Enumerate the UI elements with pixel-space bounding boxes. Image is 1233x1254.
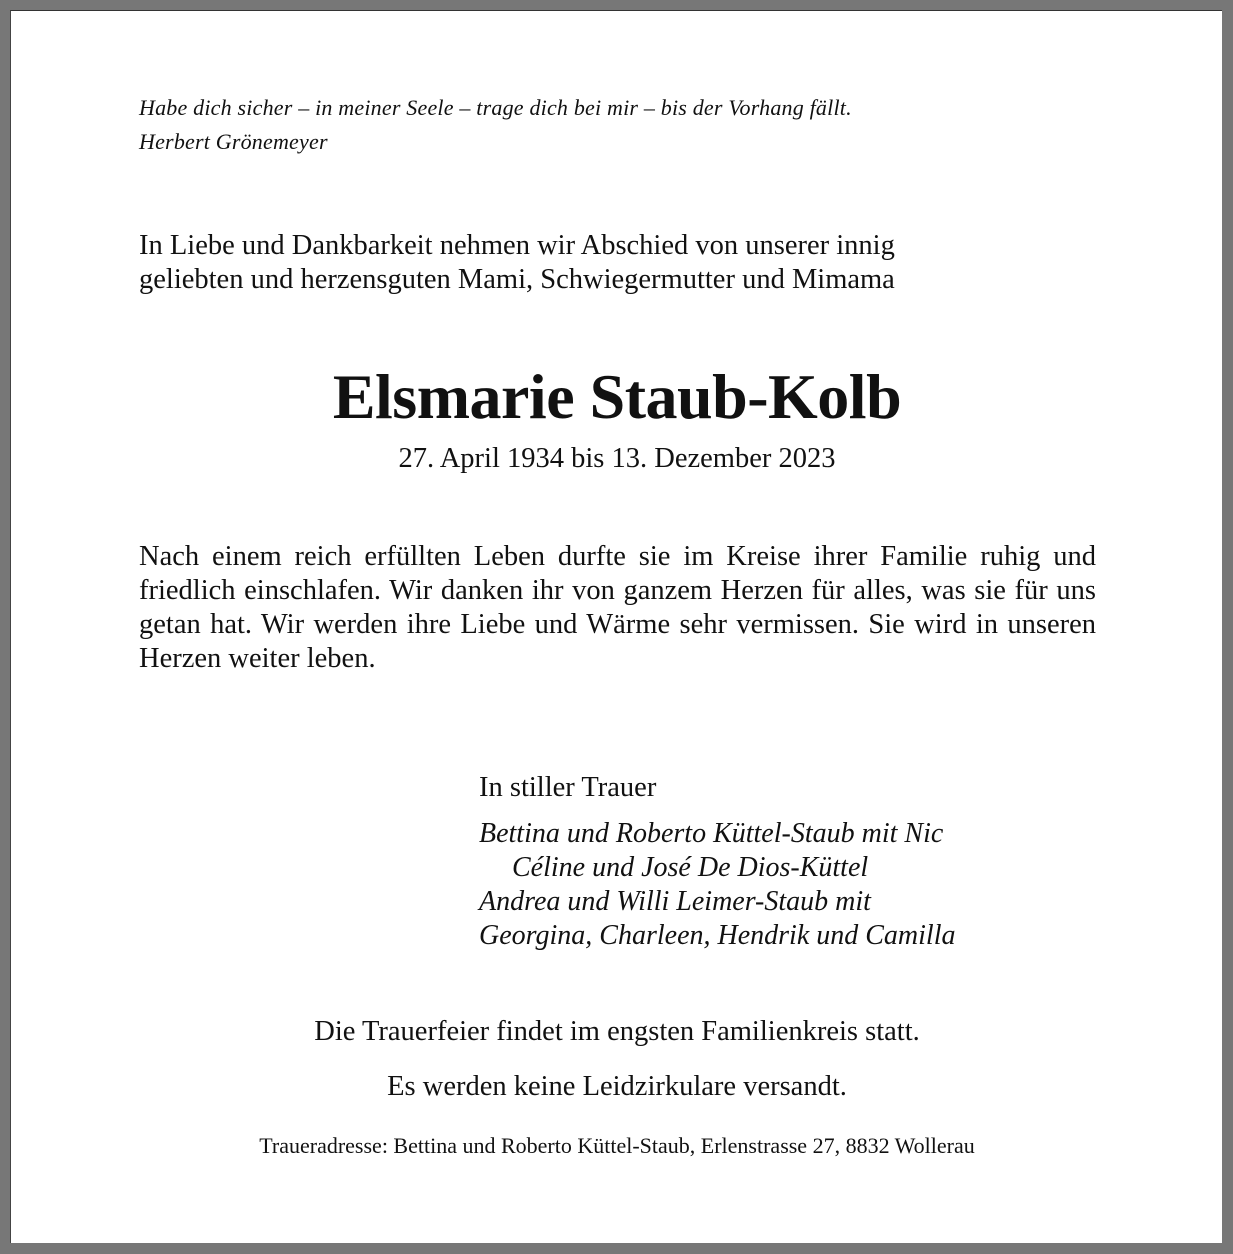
intro-line: In Liebe und Dankbarkeit nehmen wir Abschied von unserer innig (139, 230, 895, 261)
quote-text: Habe dich sicher – in meiner Seele – trage dich bei mir – bis der Vorhang fällt. (139, 95, 852, 120)
obituary-page (10, 10, 1222, 1243)
message-paragraph: Nach einem reich erfüllten Leben durfte sie im Kreise ihrer Familie ruhig und friedlich einschlafen. Wir danken ihr von ganzem Herzen für alles, was sie für uns getan hat. Wir werden ihre Liebe und Wärme sehr vermissen. Sie wird in unseren Herzen weiter leben. (139, 541, 1096, 674)
deceased-name: Elsmarie Staub-Kolb (332, 361, 902, 432)
mourners-list (479, 817, 955, 953)
mourner-line: Georgina, Charleen, Hendrik und Camilla (479, 920, 956, 951)
mourning-address: Traueradresse: Bettina und Roberto Küttel-Staub, Erlenstrasse 27, 8832 Wollerau (259, 1133, 975, 1158)
intro-line: geliebten und herzensguten Mami, Schwiegermutter und Mimama (139, 264, 895, 295)
mourner-line: Bettina und Roberto Küttel-Staub mit Nic (479, 818, 944, 849)
mourner-line: Andrea und Willi Leimer-Staub mit (479, 886, 871, 917)
epigraph-quote (139, 91, 852, 159)
no-circular-notice: Es werden keine Leidzirkulare versandt. (387, 1071, 847, 1102)
mourners-heading: In stiller Trauer (479, 772, 657, 803)
ceremony-notice: Die Trauerfeier findet im engsten Familienkreis statt. (314, 1016, 920, 1047)
quote-author: Herbert Grönemeyer (139, 129, 328, 154)
intro-paragraph (139, 229, 1096, 297)
mourner-line: Céline und José De Dios-Küttel (512, 852, 869, 883)
life-dates: 27. April 1934 bis 13. Dezember 2023 (398, 443, 836, 474)
